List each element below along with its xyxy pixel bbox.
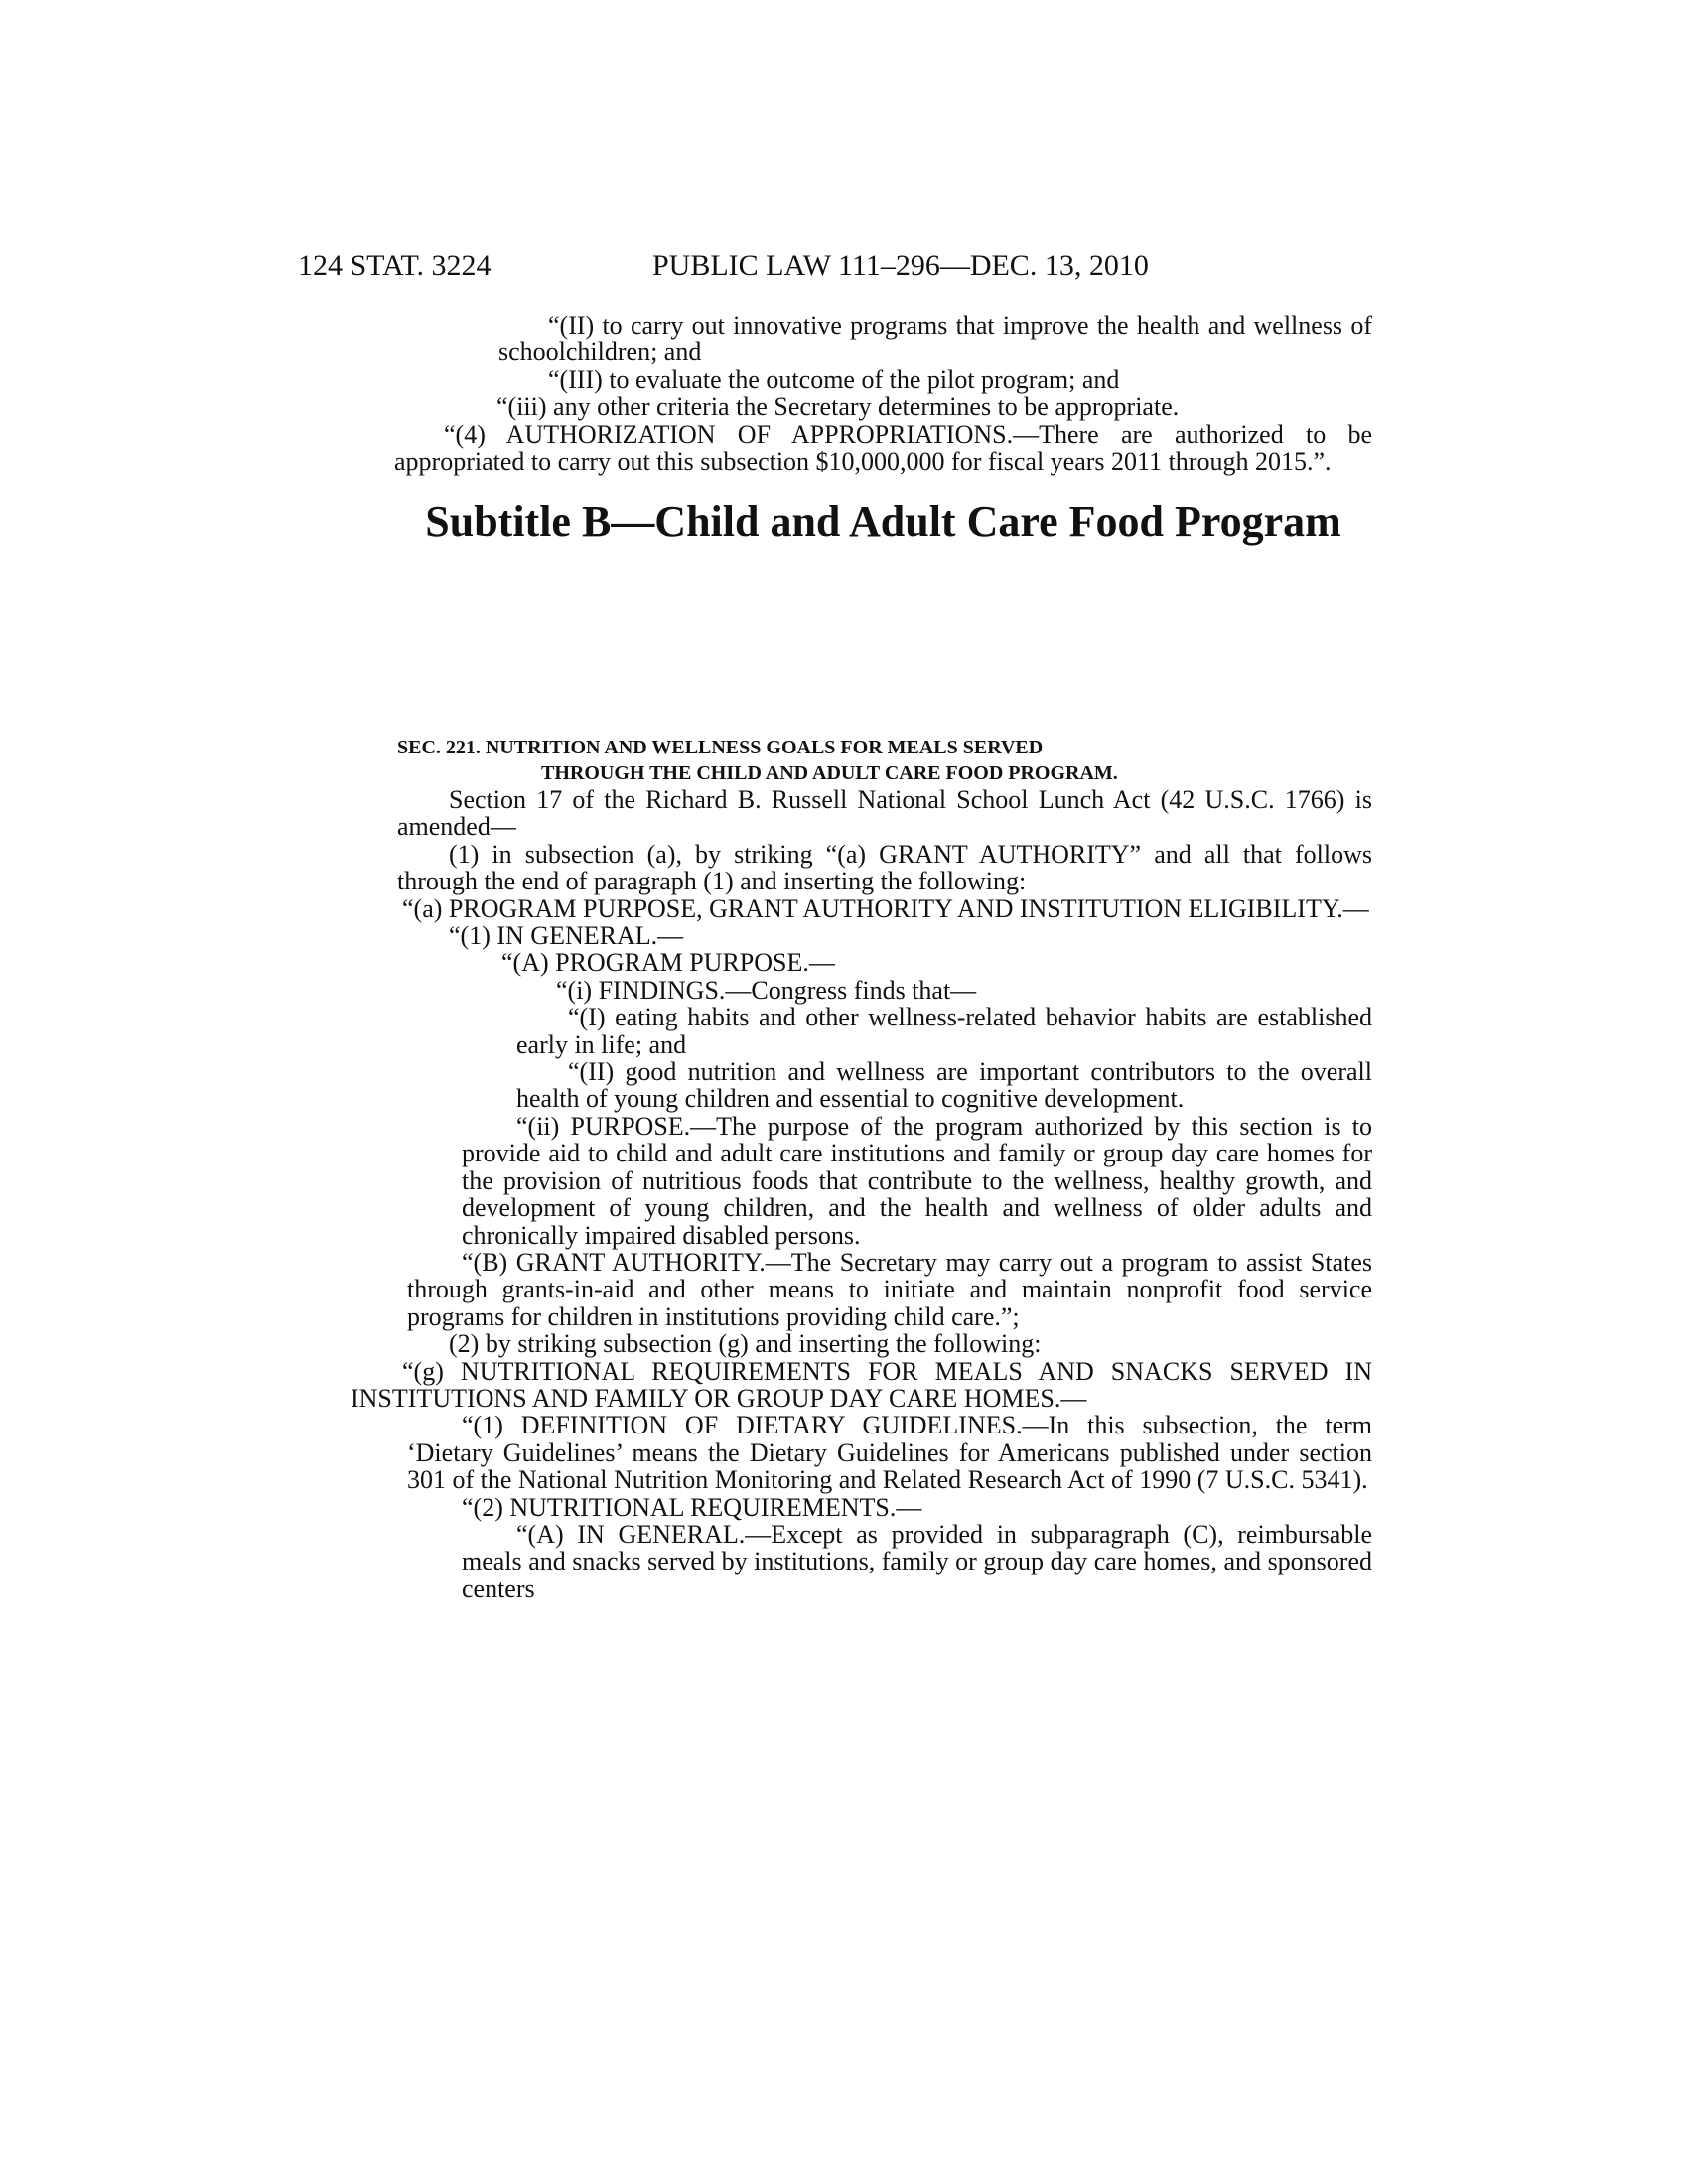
subparagraph-B-grant-authority: “(B) GRANT AUTHORITY.—The Secretary may carry out a program to assist States through grants-in-aid and other means to initiate and maintain nonprofit food service programs for children in institutions providing child care.”; — [407, 1247, 1372, 1331]
subparagraph-A-heading: “(A) PROGRAM PURPOSE.— — [501, 948, 835, 978]
paragraph-2-nutritional-requirements: “(2) NUTRITIONAL REQUIREMENTS.— — [462, 1492, 922, 1522]
section-heading-box — [397, 735, 1372, 786]
subparagraph-A-in-general: “(A) IN GENERAL.—Except as provided in subparagraph (C), reimbursable meals and snacks served by institutions, family or group day care homes, and sponsored centers — [462, 1519, 1372, 1603]
paragraph-iii-criteria: “(iii) any other criteria the Secretary determines to be appropriate. — [496, 392, 1180, 422]
paragraph-4-appropriations: “(4) AUTHORIZATION OF APPROPRIATIONS.—There are authorized to be appropriated to carry out this subsection $10,000,000 for fiscal years 2011 through 2015.”. — [394, 419, 1372, 477]
statute-citation: 124 STAT. 3224 — [298, 249, 492, 282]
clause-i-findings: “(i) FINDINGS.—Congress finds that— — [556, 975, 977, 1005]
amendment-2: (2) by striking subsection (g) and inserting the following: — [449, 1329, 1042, 1359]
subsection-g-heading: “(g) NUTRITIONAL REQUIREMENTS FOR MEALS AND SNACKS SERVED IN INSTITUTIONS AND FAMILY OR GROUP DAY CARE HOMES.— — [351, 1356, 1372, 1413]
subclause-I-eating-habits: “(I) eating habits and other wellness-related behavior habits are established early in life; and — [516, 1003, 1372, 1059]
amendment-1: (1) in subsection (a), by striking “(a) GRANT AUTHORITY” and all that follows through the end of paragraph (1) and inserting the following: — [397, 839, 1372, 896]
document-body — [394, 311, 1372, 566]
subsection-a-heading: “(a) PROGRAM PURPOSE, GRANT AUTHORITY AND INSTITUTION ELIGIBILITY.— — [402, 893, 1369, 923]
paragraph-1-in-general: “(1) IN GENERAL.— — [449, 921, 684, 951]
subtitle-heading: Subtitle B—Child and Adult Care Food Program — [425, 497, 1341, 547]
section-heading-line-1-text: SEC. 221. NUTRITION AND WELLNESS GOALS FOR MEALS SERVED — [397, 737, 1044, 758]
paragraph-1-definition: “(1) DEFINITION OF DIETARY GUIDELINES.—In this subsection, the term ‘Dietary Guidelines’ means the Dietary Guidelines for Americans published under section 301 of the National Nutrition Monitoring and Related Research Act of 1990 (7 U.S.C. 5341). — [407, 1411, 1372, 1495]
section-body — [351, 785, 1372, 1603]
subclause-II-nutrition: “(II) good nutrition and wellness are important contributors to the overall health of young children and essential to cognitive development. — [516, 1057, 1372, 1114]
paragraph-III-evaluate: “(III) to evaluate the outcome of the pilot program; and — [548, 364, 1120, 394]
section-heading-line-2-text: THROUGH THE CHILD AND ADULT CARE FOOD PROGRAM. — [541, 762, 1118, 784]
paragraph-II-innovative: “(II) to carry out innovative programs that improve the health and wellness of schoolchildren; and — [498, 311, 1372, 367]
intro-paragraph: Section 17 of the Richard B. Russell National School Lunch Act (42 U.S.C. 1766) is amended— — [397, 785, 1372, 842]
page-header — [298, 248, 1370, 288]
public-law-title: PUBLIC LAW 111–296—DEC. 13, 2010 — [652, 249, 1149, 282]
clause-ii-purpose: “(ii) PURPOSE.—The purpose of the program authorized by this section is to provide aid to child and adult care institutions and family or group day care homes for the provision of nutritious foods that contribute to the wellness, healthy growth, and development of young children, and the health and wellness of older adults and chronically impaired disabled persons. — [462, 1111, 1372, 1250]
